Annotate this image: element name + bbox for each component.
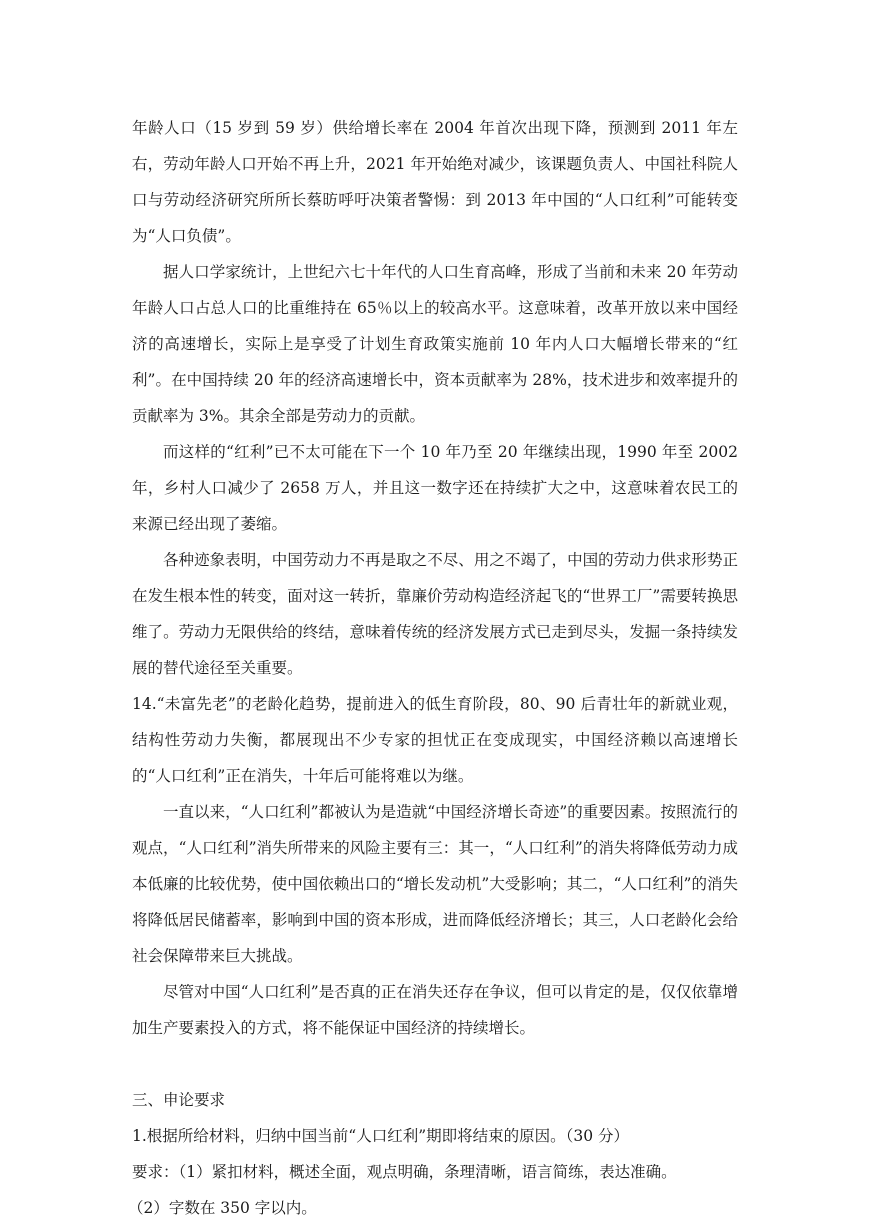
question-1: 1.根据所给材料，归纳中国当前“人口红利”期即将结束的原因。（30 分） xyxy=(132,1127,630,1145)
paragraph-dividend-risks: 一直以来，“人口红利”都被认为是造就“中国经济增长奇迹”的重要因素。按照流行的观点，“人口红利”消失所带来的风险主要有三：其一，“人口红利”的消失将降低劳动力成本低廉的比较优势，使中国依赖出口的“增长发动机”大受影响；其二，“人口红利”的消失将降低居民储蓄率，影响到中国的资本形成，进而降低经济增长；其三，人口老龄化会给社会保障带来巨大挑战。 xyxy=(132,803,738,965)
paragraph-labor-supply-shift: 各种迹象表明，中国劳动力不再是取之不尽、用之不竭了，中国的劳动力供求形势正在发生根本性的转变，面对这一转折，靠廉价劳动构造经济起飞的“世界工厂”需要转换思维了。劳动力无限供给的终结，意味着传统的经济发展方式已走到尽头，发掘一条持续发展的替代途径至关重要。 xyxy=(132,551,738,677)
paragraph-continued: 年龄人口（15 岁到 59 岁）供给增长率在 2004 年首次出现下降，预测到 2011 年左右，劳动年龄人口开始不再上升，2021 年开始绝对减少，该课题负责人、中国社科院人口与劳动经济研究所所长蔡昉呼吁决策者警惕：到 2013 年中国的“人口红利”可能转变为“人口负债”。 xyxy=(132,119,738,245)
requirement-2: （2）字数在 350 字以内。 xyxy=(128,1199,317,1217)
section-heading: 三、申论要求 xyxy=(132,1091,226,1109)
paragraph-demographer-statistics: 据人口学家统计，上世纪六七十年代的人口生育高峰，形成了当前和未来 20 年劳动年龄人口占总人口的比重维持在 65％以上的较高水平。这意味着，改革开放以来中国经济的高速增长，实际上是享受了计划生育政策实施前 10 年内人口大幅增长带来的“红利”。在中国持续 20 年的经济高速增长中，资本贡献率为 28%，技术进步和效率提升的贡献率为 3%。其余全部是劳动力的贡献。 xyxy=(132,263,738,425)
requirement-1: 要求：（1）紧扣材料，概述全面，观点明确，条理清晰，语言简练，表达准确。 xyxy=(132,1163,677,1181)
paragraph-dividend-not-continuing: 而这样的“红利”已不太可能在下一个 10 年乃至 20 年继续出现，1990 年至 2002 年，乡村人口减少了 2658 万人，并且这一数字还在持续扩大之中，这意味着农民工的来源已经出现了萎缩。 xyxy=(132,443,738,533)
paragraph-material-14: 14.“未富先老”的老龄化趋势，提前进入的低生育阶段，80、90 后青壮年的新就业观，结构性劳动力失衡，都展现出不少专家的担忧正在变成现实，中国经济赖以高速增长的“人口红利”正在消失，十年后可能将难以为继。 xyxy=(132,695,738,785)
document-body xyxy=(128,110,738,1226)
section-spacer xyxy=(132,1046,738,1082)
paragraph-conclusion: 尽管对中国“人口红利”是否真的正在消失还存在争议，但可以肯定的是，仅仅依靠增加生产要素投入的方式，将不能保证中国经济的持续增长。 xyxy=(132,983,738,1037)
